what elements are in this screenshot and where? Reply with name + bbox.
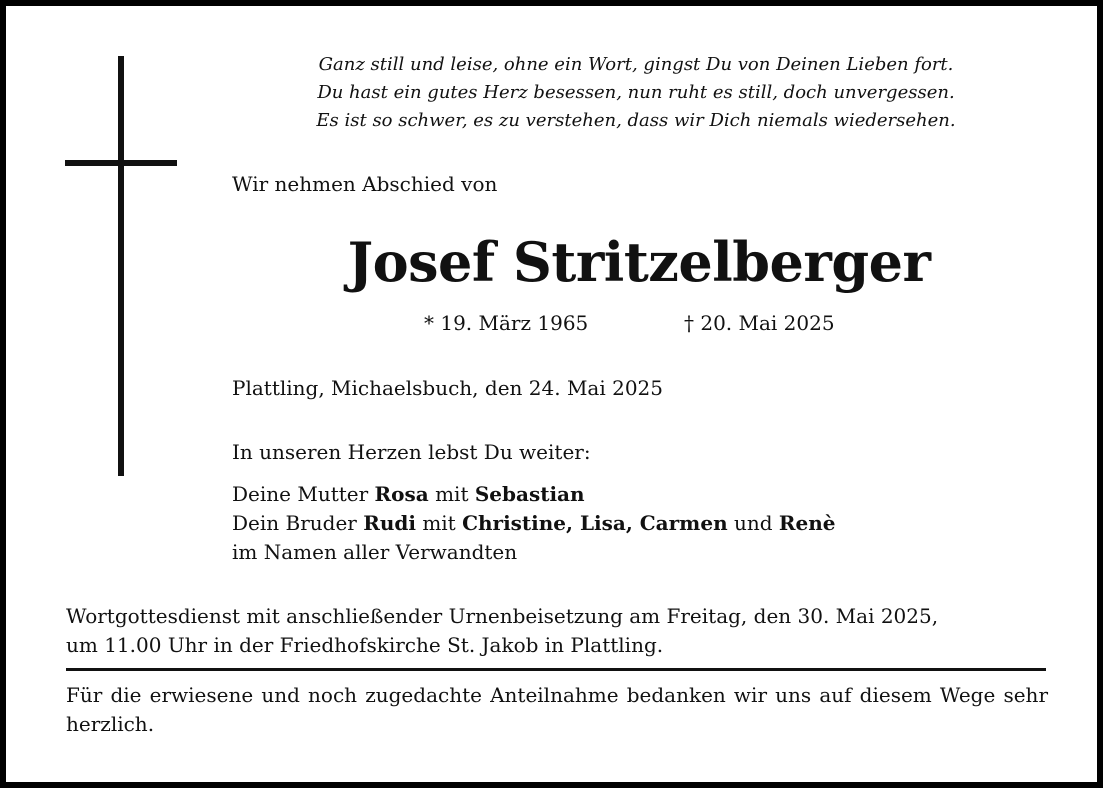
conj-mit: mit xyxy=(435,482,469,506)
place-date: Plattling, Michaelsbuch, den 24. Mai 2025 xyxy=(232,376,663,400)
poem-line: Es ist so schwer, es zu verstehen, dass wir Dich niemals wiedersehen. xyxy=(316,110,956,131)
service-line: um 11.00 Uhr in der Friedhofskirche St. Jakob in Plattling. xyxy=(66,633,664,657)
family-line-mother xyxy=(232,480,836,509)
cross-icon xyxy=(118,56,124,476)
partner-name: Sebastian xyxy=(474,482,585,506)
poem-line: Ganz still und leise, ohne ein Wort, gingst Du von Deinen Lieben fort. xyxy=(318,54,954,75)
service-info xyxy=(66,602,1056,660)
intro-text: Wir nehmen Abschied von xyxy=(232,172,498,196)
family-line-relatives: im Namen aller Verwandten xyxy=(232,540,518,564)
last-name: Renè xyxy=(778,511,836,535)
death-date: † 20. Mai 2025 xyxy=(684,311,835,335)
poem xyxy=(236,51,1036,135)
deceased-name: Josef Stritzelberger xyxy=(347,230,931,294)
service-line: Wortgottesdienst mit anschließender Urnenbeisetzung am Freitag, den 30. Mai 2025, xyxy=(66,604,939,628)
conj-und: und xyxy=(733,511,773,535)
birth-date: * 19. März 1965 xyxy=(424,311,589,335)
poem-line: Du hast ein gutes Herz besessen, nun ruht es still, doch unvergessen. xyxy=(317,82,955,103)
brother-prefix: Dein Bruder xyxy=(232,511,357,535)
family-list xyxy=(232,480,836,567)
brother-name: Rudi xyxy=(363,511,416,535)
family-line-brother xyxy=(232,509,836,538)
mother-name: Rosa xyxy=(374,482,429,506)
brother-family-names: Christine, Lisa, Carmen xyxy=(462,511,728,535)
hearts-text: In unseren Herzen lebst Du weiter: xyxy=(232,440,591,464)
thanks-text: Für die erwiesene und noch zugedachte Anteilnahme bedanken wir uns auf diesem Wege sehr herzlich. xyxy=(66,683,1048,736)
mother-prefix: Deine Mutter xyxy=(232,482,369,506)
divider xyxy=(66,668,1046,671)
cross-icon-bar xyxy=(65,160,177,166)
conj-mit: mit xyxy=(422,511,456,535)
